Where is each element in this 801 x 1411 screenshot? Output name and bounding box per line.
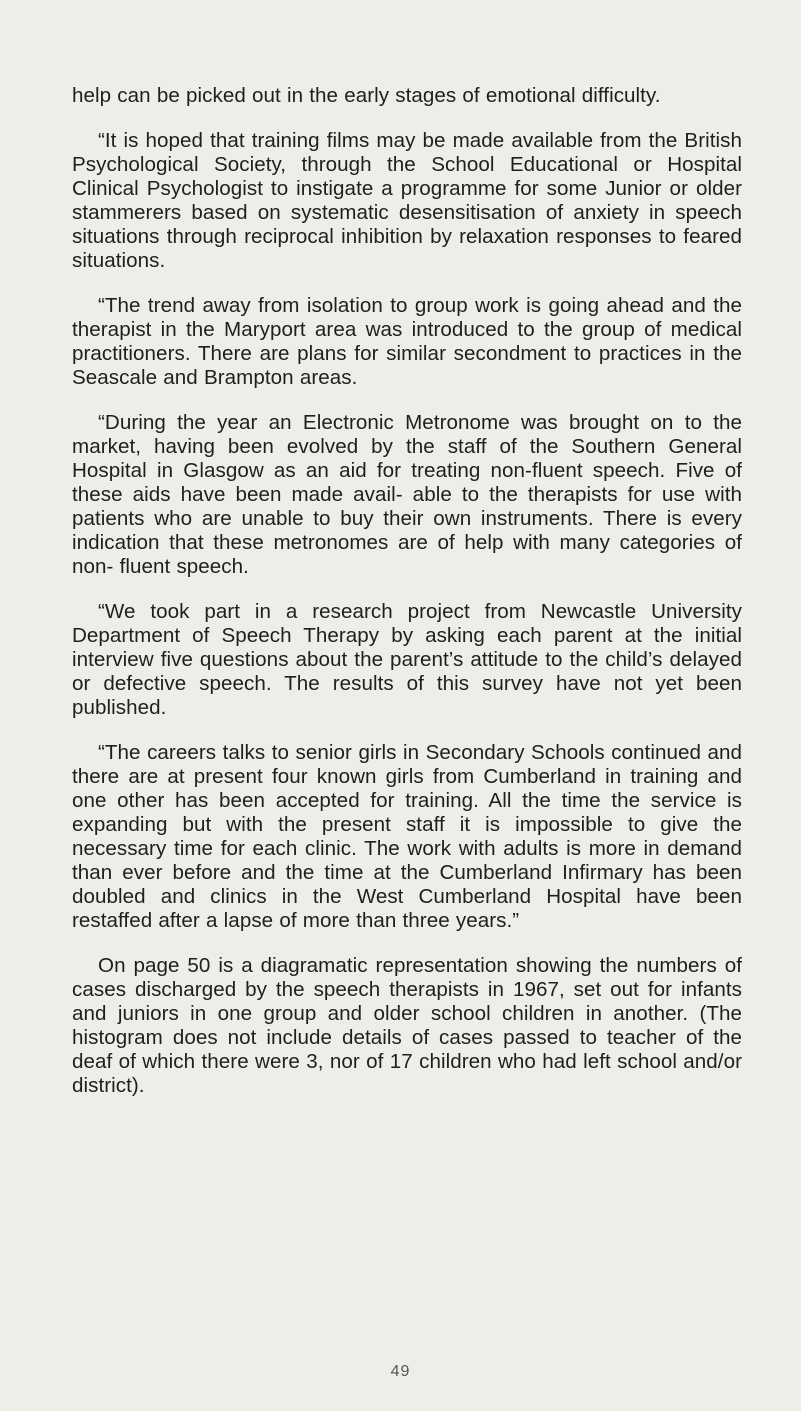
paragraph-electronic-metronome: “During the year an Electronic Metronome was brought on to the market, having been evolved by the staff of the Southern General Hospital in Glasgow as an aid for treating non-fluent speech. Five of these aids have been made avail- able to the therapists for use with patients who are unable to buy their own instruments. There is every indication that these metronomes are of help with many categories of non- fluent speech.	[72, 411, 742, 578]
paragraph-continuation: help can be picked out in the early stages of emotional difficulty.	[72, 84, 661, 107]
paragraph-histogram-note: On page 50 is a diagramatic representation showing the numbers of cases discharged by the speech therapists in 1967, set out for infants and juniors in one group and older school children in another. (The histogram does not include details of cases passed to teacher of the deaf of which there were 3, nor of 17 children who had left school and/or district).	[72, 954, 742, 1097]
page-number: 49	[390, 1363, 411, 1380]
paragraph-group-work: “The trend away from isolation to group work is going ahead and the therapist in the Maryport area was introduced to the group of medical practitioners. There are plans for similar secondment to practices in the Seascale and Brampton areas.	[72, 294, 742, 389]
paragraph-research-project: “We took part in a research project from Newcastle University Department of Speech Therapy by asking each parent at the initial interview five questions about the parent’s attitude to the child’s delayed or defective speech. The results of this survey have not yet been published.	[72, 600, 742, 719]
paragraph-careers-talks: “The careers talks to senior girls in Secondary Schools continued and there are at present four known girls from Cumberland in training and one other has been accepted for training. All the time the service is expanding but with the present staff it is impossible to give the necessary time for each clinic. The work with adults is more in demand than ever before and the time at the Cumberland Infirmary has been doubled and clinics in the West Cumberland Hospital have been restaffed after a lapse of more than three years.”	[72, 741, 742, 932]
body-text	[72, 84, 742, 1098]
paragraph-training-films: “It is hoped that training films may be made available from the British Psychological Society, through the School Educational or Hospital Clinical Psychologist to instigate a programme for some Junior or older stammerers based on systematic desensitisation of anxiety in speech situations through reciprocal inhibition by relaxation responses to feared situations.	[72, 129, 742, 272]
